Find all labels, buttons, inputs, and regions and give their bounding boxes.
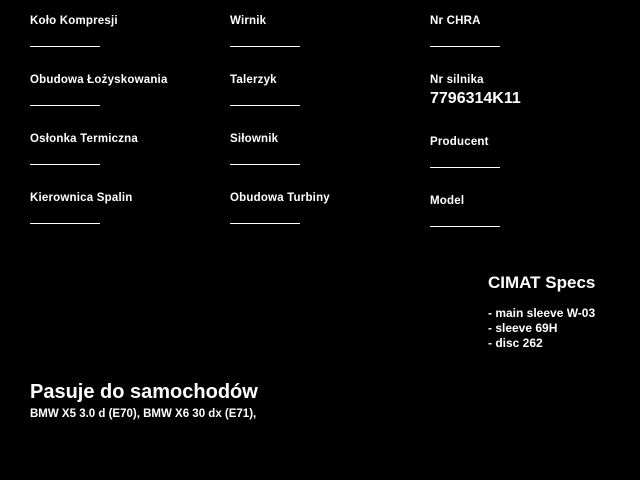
field-label: Osłonka Termiczna [30, 133, 139, 145]
field-label: Koło Kompresji [30, 15, 118, 27]
field-value: 7796314K11 [430, 90, 521, 107]
field-label: Model [430, 195, 465, 207]
field-underline [230, 164, 300, 165]
field-label: Nr CHRA [430, 15, 481, 27]
column-left [30, 14, 168, 250]
list-item: - disc 262 [488, 336, 543, 350]
field-nr-silnika [430, 73, 521, 109]
list-item: - sleeve 69H [488, 321, 558, 335]
field-label: Siłownik [230, 133, 279, 145]
field-underline [30, 105, 100, 106]
field-obudowa-lozyskowania [30, 73, 168, 106]
field-obudowa-turbiny [230, 191, 330, 224]
field-label: Obudowa Łożyskowania [30, 74, 168, 86]
field-producent [430, 135, 521, 168]
field-label: Talerzyk [230, 74, 277, 86]
field-kierownica-spalin [30, 191, 168, 224]
field-label: Nr silnika [430, 74, 484, 86]
field-model [430, 194, 521, 227]
field-wirnik [230, 14, 330, 47]
field-underline [30, 46, 100, 47]
field-label: Obudowa Turbiny [230, 192, 330, 204]
specs-list [488, 306, 595, 351]
field-label: Wirnik [230, 15, 267, 27]
specs-block [488, 272, 595, 351]
field-underline [30, 223, 100, 224]
column-right [430, 14, 521, 253]
field-silownik [230, 132, 330, 165]
field-underline [230, 105, 300, 106]
field-underline [430, 167, 500, 168]
field-label: Kierownica Spalin [30, 192, 133, 204]
column-middle [230, 14, 330, 250]
fitment-block [30, 380, 258, 422]
field-underline [230, 46, 300, 47]
field-underline [430, 226, 500, 227]
field-underline [30, 164, 100, 165]
field-oslonka-termiczna [30, 132, 168, 165]
fitment-vehicles: BMW X5 3.0 d (E70), BMW X6 30 dx (E71), [30, 408, 257, 420]
field-underline [230, 223, 300, 224]
field-underline [430, 46, 500, 47]
fitment-title: Pasuje do samochodów [30, 381, 258, 403]
list-item: - main sleeve W-03 [488, 306, 596, 320]
field-talerzyk [230, 73, 330, 106]
field-kolo-kompresji [30, 14, 168, 47]
specs-title: CIMAT Specs [488, 273, 596, 292]
field-nr-chra [430, 14, 521, 47]
field-label: Producent [430, 136, 489, 148]
